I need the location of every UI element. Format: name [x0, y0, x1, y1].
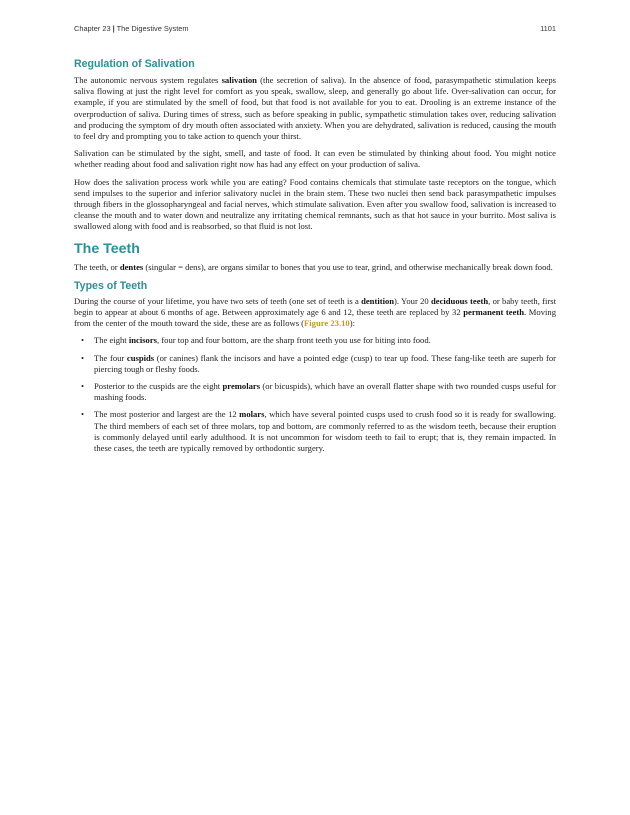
key-term-dentition: dentition: [361, 295, 395, 306]
chapter-number: Chapter 23: [74, 24, 111, 33]
section-heading-salivation: Regulation of Salivation: [74, 58, 195, 70]
text-run: During the course of your lifetime, you have two sets of teeth (one set of teeth is a: [74, 295, 362, 306]
text-run: Posterior to the cuspids are the eight: [94, 381, 223, 392]
key-term-dentes: dentes: [119, 261, 144, 272]
bullet-icon: •: [81, 381, 85, 392]
text-run: (or bicuspids), which have an overall flatter shape with two rounded cusps useful for mashing foods.: [94, 381, 556, 403]
text-run: , which have several pointed cusps used to crush food so it is ready for swallowing. The third members of each set of three molars, top and bottom, are commonly referred to as the wisdom teeth, because their eruption is commonly delayed until early adulthood. It is not uncommon for wisdom teeth to fail to erupt; that is, they remain impacted. In these cases, the teeth are typically removed by orthodontic surgery.: [94, 409, 556, 454]
chapter-title: The Digestive System: [116, 24, 189, 33]
text-run: (or canines) flank the incisors and have a pointed edge (cusp) to tear up food. These fang-like teeth are superb for piercing tough or fleshy foods.: [94, 352, 556, 374]
text-run: The teeth, or: [74, 261, 120, 272]
teeth-types-list: [74, 335, 556, 454]
section-heading-teeth: The Teeth: [74, 240, 140, 257]
paragraph-salivation-stimuli: Salivation can be stimulated by the sight, smell, and taste of food. It can even be stimulated by thinking about food. You might notice whether reading about food and salivation right now has had any effect on your production of saliva.: [74, 148, 556, 170]
text-run: (the secretion of saliva). In the absence of food, parasympathetic stimulation keeps saliva flowing at just the right level for comfort as you speak, swallow, sleep, and generally go about life. Over-salivation can occur, for example, if you are stimulated by the smell of food, but that food is not available for you to eat. Drooling is an extreme instance of the overproduction of saliva. During times of stress, such as before speaking in public, sympathetic stimulation takes over, reducing salivation and producing the symptom of dry mouth often associated with anxiety. When you are dehydrated, salivation is reduced, causing the mouth to feel dry and prompting you to take action to quench your thirst.: [74, 75, 556, 142]
text-run: The four: [94, 352, 127, 363]
text-run: The most posterior and largest are the 12: [94, 409, 240, 420]
paragraph-types-intro: [74, 296, 556, 330]
paragraph-salivation-process: How does the salivation process work while you are eating? Food contains chemicals that stimulate taste receptors on the tongue, which send impulses to the superior and inferior salivatory nuclei in the brain stem. These two nuclei then send back parasympathetic impulses through fibers in the glossopharyngeal and facial nerves, which stimulate salivation. Even after you swallow food, salivation is increased to cleanse the mouth and to water down and neutralize any irritating chemical remnants, such as that hot sauce in your burrito. Most saliva is swallowed along with food and is reabsorbed, so that fluid is not lost.: [74, 176, 556, 232]
paragraph-salivation-autonomic: [74, 75, 556, 142]
text-run: (singular = dens), are organs similar to bones that you use to tear, grind, and otherwise mechanically break down food.: [143, 261, 553, 272]
key-term-permanent-teeth: permanent teeth: [463, 307, 525, 318]
key-term-deciduous-teeth: deciduous teeth: [430, 295, 489, 306]
running-header: [74, 24, 556, 36]
text-run: The autonomic nervous system regulates: [74, 75, 222, 85]
list-item-incisors: [81, 335, 556, 346]
section-heading-types-of-teeth: Types of Teeth: [74, 279, 148, 292]
bullet-icon: •: [81, 409, 85, 420]
figure-link[interactable]: Figure 23.10: [304, 318, 350, 329]
text-run: , or baby teeth, first begin to appear at about 6 months of age. Between approximately age 6 and 12, these teeth are replaced by 32: [74, 295, 556, 318]
bullet-icon: •: [81, 352, 85, 363]
text-run: . Moving from the center of the mouth toward the side, these are as follows (: [74, 307, 556, 329]
list-item-premolars: [81, 381, 556, 403]
list-item-molars: [81, 409, 556, 454]
chapter-label: [74, 24, 189, 36]
key-term-cuspids: cuspids: [126, 352, 155, 363]
text-run: ):: [349, 318, 355, 329]
text-run: ). Your 20: [394, 295, 431, 306]
text-run: , four top and four bottom, are the sharp front teeth you use for biting into food.: [157, 335, 431, 346]
page-number: 1101: [540, 24, 556, 33]
key-term-premolars: premolars: [222, 381, 261, 392]
paragraph-teeth-intro: [74, 262, 556, 273]
key-term-salivation: salivation: [221, 75, 257, 85]
bullet-icon: •: [81, 335, 85, 346]
text-run: The eight: [94, 335, 129, 346]
key-term-incisors: incisors: [128, 335, 158, 346]
header-separator: |: [112, 24, 115, 33]
list-item-cuspids: [81, 352, 556, 375]
key-term-molars: molars: [239, 409, 265, 420]
page: [74, 24, 556, 460]
